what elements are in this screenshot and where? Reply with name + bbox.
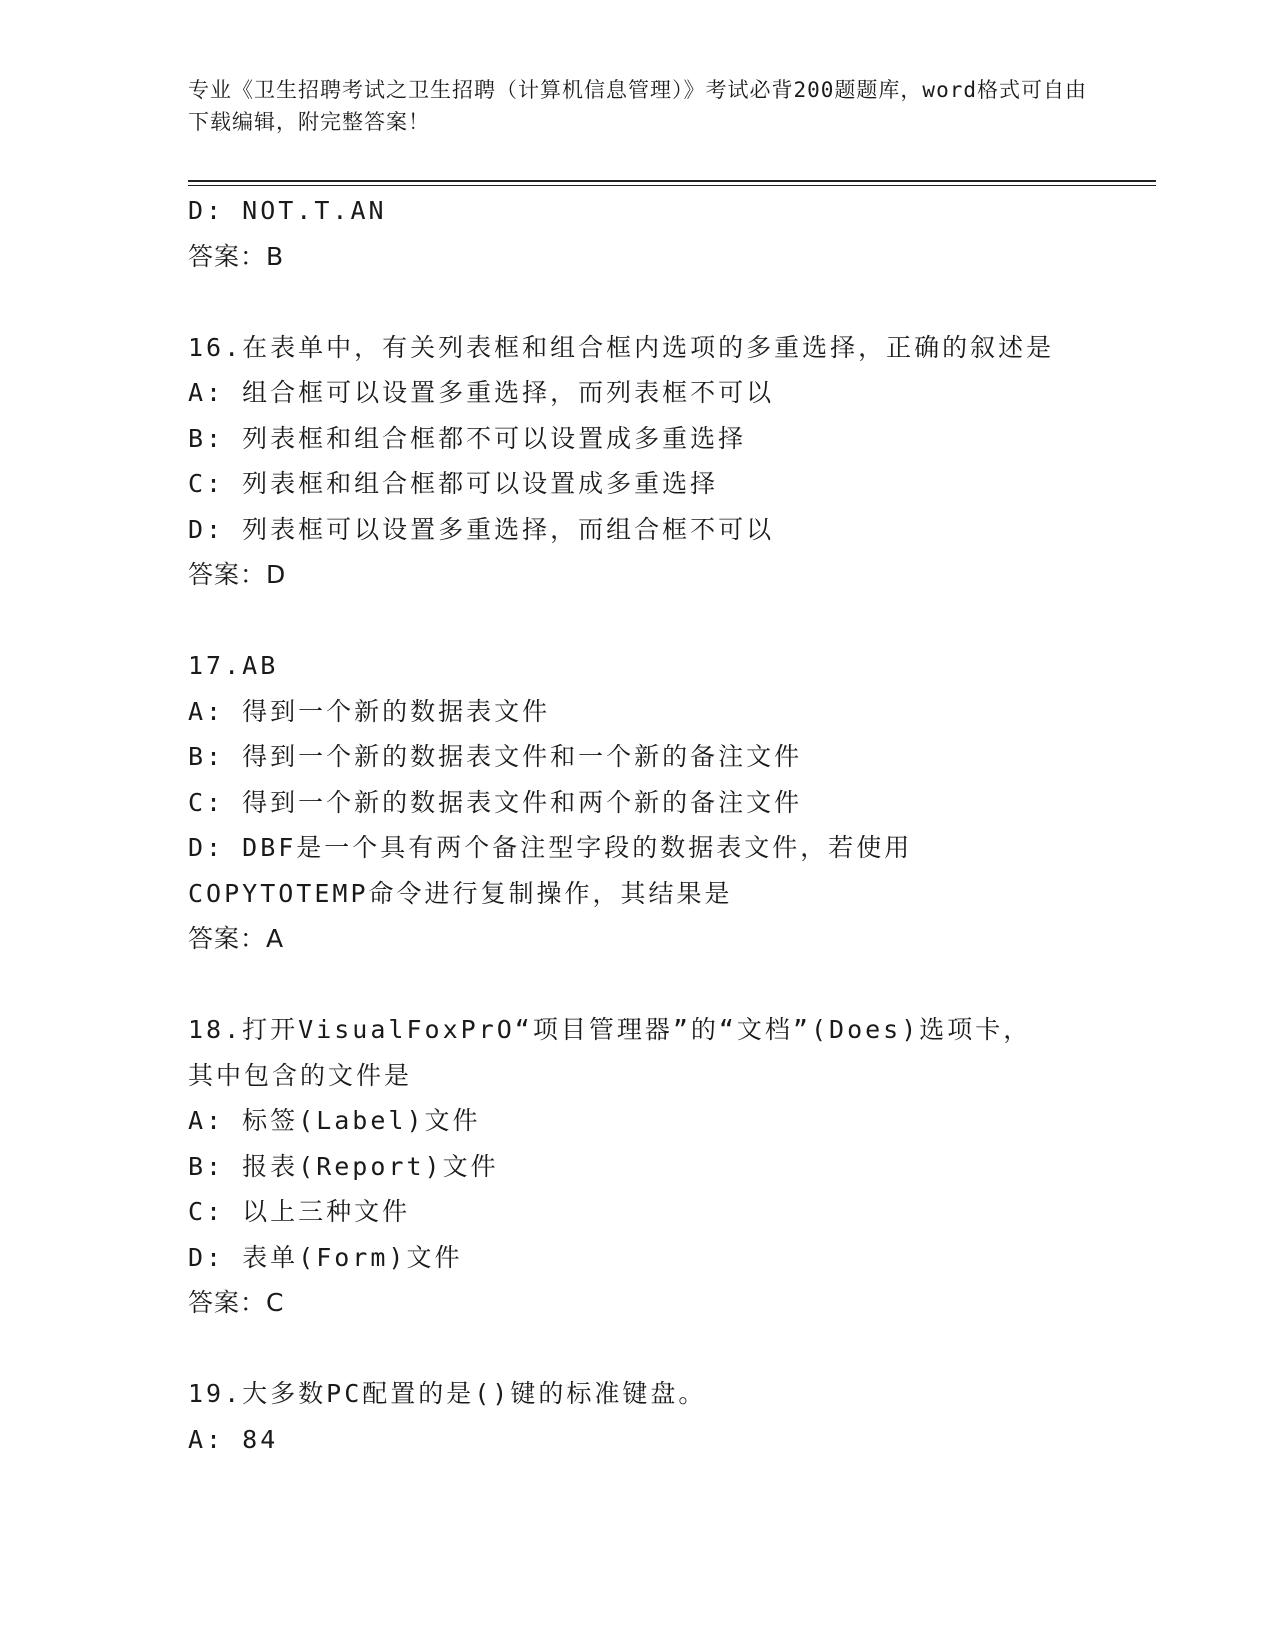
option-a: A: 得到一个新的数据表文件 [188, 696, 551, 726]
spacer [188, 598, 1088, 644]
answer: 答案：C [188, 1288, 285, 1317]
option-b: B: 列表框和组合框都不可以设置成多重选择 [188, 423, 747, 453]
option-d: D: 列表框可以设置多重选择，而组合框不可以 [188, 514, 775, 544]
question-stem: 16.在表单中，有关列表框和组合框内选项的多重选择，正确的叙述是 [188, 332, 1055, 362]
prev-answer: 答案：B [188, 241, 285, 271]
question-stem: 18.打开VisualFoxPrO“项目管理器”的“文档”(Does)选项卡，其中包含的文件是 [188, 1015, 1032, 1090]
option-a: A: 组合框可以设置多重选择，而列表框不可以 [188, 378, 775, 407]
question-stem: 19.大多数PC配置的是()键的标准键盘。 [188, 1379, 707, 1408]
prev-option-d: D: NOT.T.AN [188, 196, 387, 225]
document-header: 专业《卫生招聘考试之卫生招聘（计算机信息管理）》考试必背200题题库，word格式可自由下载编辑，附完整答案！ [188, 78, 1087, 134]
option-a: A: 标签(Label)文件 [188, 1106, 481, 1135]
answer: 答案：D [188, 560, 287, 589]
question-stem: 17.AB [188, 651, 279, 680]
option-a: A: 84 [188, 1424, 279, 1454]
option-d: D: DBF是一个具有两个备注型字段的数据表文件，若使用COPYTOTEMP命令进行复制操作，其结果是 [188, 833, 913, 908]
question-19 [188, 1371, 1088, 1462]
header-divider-thin [188, 185, 1156, 186]
option-d: D: 表单(Form)文件 [188, 1242, 463, 1272]
option-c: C: 以上三种文件 [188, 1197, 411, 1226]
option-c: C: 列表框和组合框都可以设置成多重选择 [188, 469, 719, 498]
answer: 答案：A [188, 924, 285, 953]
option-b: B: 报表(Report)文件 [188, 1151, 499, 1181]
spacer [188, 1326, 1088, 1372]
question-17 [188, 643, 1088, 962]
option-b: B: 得到一个新的数据表文件和一个新的备注文件 [188, 742, 803, 771]
header-divider-thick [188, 180, 1156, 182]
question-list [188, 188, 1088, 1462]
spacer [188, 962, 1088, 1008]
spacer [188, 279, 1088, 325]
question-18 [188, 1007, 1088, 1326]
question-16 [188, 325, 1088, 598]
option-c: C: 得到一个新的数据表文件和两个新的备注文件 [188, 787, 803, 817]
